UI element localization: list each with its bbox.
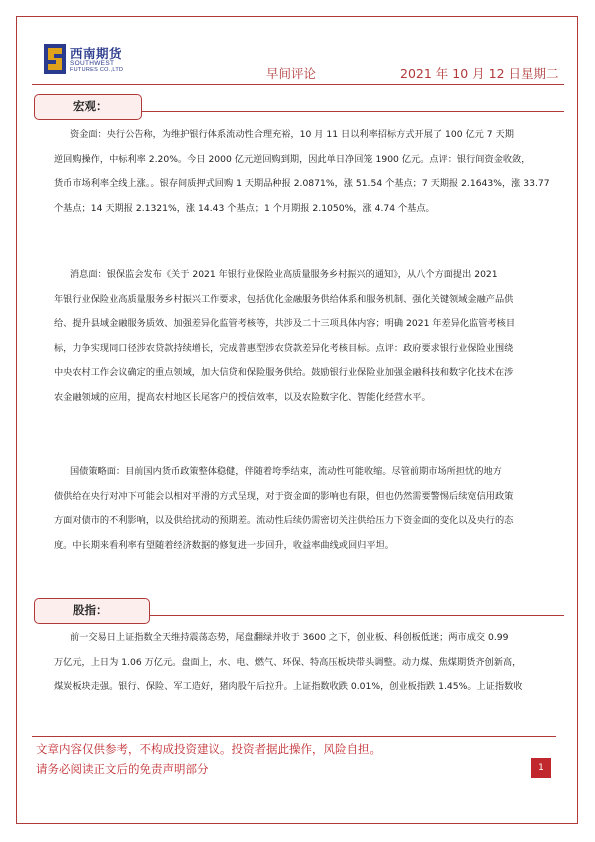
text-line: 中央农村工作会议确定的重点领域，加大信贷和保险服务供给。鼓励银行业保险业加强金融科技和数字化技术在涉 (54, 367, 514, 379)
text-line: 年银行业保险业高质量服务乡村振兴工作要求，包括优化金融服务供给体系和服务机制、强化关键领域金融产品供 (54, 293, 514, 305)
header-divider (32, 84, 564, 85)
logo-english-subname: FUTURES CO.,LTD (70, 67, 124, 73)
paragraph-bonds (54, 460, 564, 558)
section-label-macro: 宏观： (34, 94, 142, 120)
text-line: 度。中长期来看利率有望随着经济数据的修复进一步回升，收益率曲线或回归平坦。 (54, 539, 394, 551)
text-line: 给、提升县域金融服务质效、加强差异化监管考核等，共涉及二十三项具体内容；明确 2021 年差异化监管考核目 (54, 318, 516, 330)
logo-english-name: SOUTHWEST (70, 60, 115, 67)
text-line: 资金面：央行公告称，为维护银行体系流动性合理充裕，10 月 11 日以利率招标方式开展了 100 亿元 7 天期 (70, 129, 514, 140)
text-line: 农金融领域的应用，提高农村地区长尾客户的授信效率，以及农险数字化、智能化经营水平。 (54, 391, 431, 403)
text-line: 债供给在央行对冲下可能会以相对平滑的方式呈现，对于资金面的影响也有限，但也仍然需要警惕后续宽信用政策 (54, 490, 514, 502)
footer-divider (32, 736, 556, 737)
disclaimer-text: 文章内容仅供参考，不构成投资建议。投资者据此操作，风险自担。 (36, 742, 381, 756)
paragraph-news (54, 263, 564, 411)
text-line: 万亿元，上日为 1.06 万亿元。盘面上，水、电、燃气、环保、特高压板块带头调整。动力煤、焦煤期货齐创新高， (54, 656, 522, 668)
text-line: 煤炭板块走强。银行、保险、军工造好，猪肉股午后拉升。上证指数收跌 0.01%，创业板指跌 1.45%。上证指数收 (54, 681, 523, 693)
text-line: 标，力争实现同口径涉农贷款持续增长，完成普惠型涉农贷款差异化考核目标。点评：政府要求银行业保险业围绕 (54, 342, 514, 354)
report-date: 2021 年 10 月 12 日星期二 (400, 66, 559, 81)
paragraph-index (54, 626, 564, 700)
page-number: 1 (531, 758, 551, 778)
report-title: 早间评论 (266, 66, 317, 81)
text-line: 货币市场利率全线上涨。。银存间质押式回购 1 天期品种报 2.0871%，涨 51.54 个基点；7 天期报 2.1643%，涨 33.77 (54, 178, 550, 190)
paragraph-funds (54, 123, 564, 221)
text-line: 逆回购操作，中标利率 2.20%。今日 2000 亿元逆回购到期，因此单日净回笼 1900 亿元。点评：银行间资金收敛， (54, 153, 531, 165)
section-divider-index (150, 615, 564, 616)
logo-mark-icon (44, 44, 66, 74)
text-line: 个基点；14 天期报 2.1321%，涨 14.43 个基点；1 个月期报 2.1050%，涨 4.74 个基点。 (54, 202, 435, 214)
text-line: 方面对债市的不利影响，以及供给扰动的预期差。流动性后续仍需密切关注供给压力下资金面的变化以及央行的态 (54, 515, 514, 527)
text-line: 前一交易日上证指数全天维持震荡态势，尾盘翻绿并收于 3600 之下，创业板、科创板低迷；两市成交 0.99 (70, 632, 509, 643)
logo-chinese-name: 西南期货 (70, 46, 123, 61)
disclaimer-notice: 请务必阅读正文后的免责声明部分 (36, 762, 209, 776)
section-label-index: 股指： (34, 598, 150, 624)
text-line: 国债策略面：目前国内货币政策整体稳健，伴随着垮季结束，流动性可能收缩。尽管前期市场所担忧的地方 (70, 466, 502, 477)
section-divider-macro (142, 111, 564, 112)
text-line: 消息面：银保监会发布《关于 2021 年银行业保险业高质量服务乡村振兴的通知》，从八个方面提出 2021 (70, 269, 498, 280)
company-logo (44, 44, 128, 76)
